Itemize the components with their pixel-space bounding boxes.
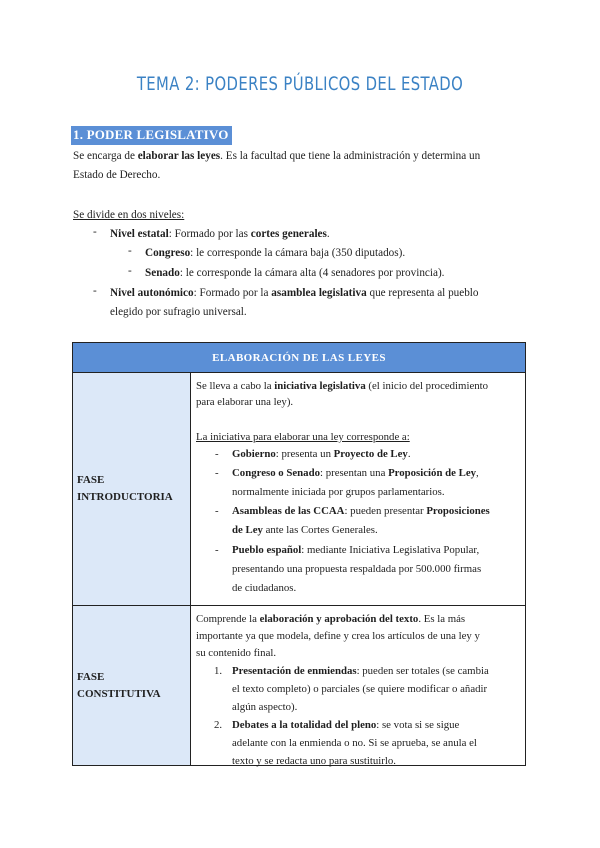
- fase-constitutiva-label: FASE CONSTITUTIVA: [73, 606, 191, 766]
- list-item-senado: Senado: le corresponde la cámara alta (4 senadores por provincia).: [145, 267, 445, 279]
- list-item-enmiendas: Presentación de enmiendas: pueden ser totales (se cambia: [232, 665, 489, 677]
- bullet-dash: -: [128, 265, 132, 277]
- list-item-gobierno: Gobierno: presenta un Proyecto de Ley.: [232, 448, 411, 460]
- text-line: Comprende la elaboración y aprobación del texto. Es la más: [196, 613, 466, 625]
- text-line: de Ley ante las Cortes Generales.: [232, 524, 378, 536]
- text-line: de ciudadanos.: [232, 582, 297, 594]
- text-line: Se lleva a cabo la iniciativa legislativa (el inicio del procedimiento: [196, 380, 489, 392]
- list-item-congreso: Congreso: le corresponde la cámara baja (350 diputados).: [145, 247, 406, 259]
- list-item-autonomico: Nivel autonómico: Formado por la asamblea legislativa que representa al pueblo elegido por sufragio universal.: [110, 287, 479, 318]
- bullet-dash: -: [128, 245, 132, 257]
- fase-introductoria-label: FASE INTRODUCTORIA: [73, 373, 191, 606]
- text-line: texto y se redacta uno para sustituirlo.: [232, 755, 397, 767]
- document-title: TEMA 2: PODERES PÚBLICOS DEL ESTADO: [136, 73, 464, 95]
- list-number: 1.: [214, 665, 223, 677]
- table-header: ELABORACIÓN DE LAS LEYES: [73, 343, 526, 373]
- text-line: para elaborar una ley).: [196, 396, 294, 408]
- fase-constitutiva-content: [191, 606, 526, 766]
- text-line: La iniciativa para elaborar una ley corresponde a:: [196, 431, 410, 443]
- intro-paragraph: Se encarga de elaborar las leyes. Es la facultad que tiene la administración y determina un Estado de Derecho.: [73, 150, 481, 181]
- bullet-dash: -: [93, 226, 97, 238]
- fase-introductoria-content: [191, 373, 526, 606]
- text-line: su contenido final.: [196, 647, 277, 659]
- list-item-congreso-senado: Congreso o Senado: presentan una Proposición de Ley,: [232, 467, 479, 479]
- text-line: normalmente iniciada por grupos parlamentarios.: [232, 486, 445, 498]
- section-heading: 1. PODER LEGISLATIVO: [71, 126, 232, 145]
- bullet-dash: -: [215, 544, 219, 556]
- text-line: importante ya que modela, define y crea los artículos de una ley y: [196, 630, 480, 642]
- list-item-pueblo: Pueblo español: mediante Iniciativa Legislativa Popular,: [232, 544, 480, 556]
- text-line: el texto completo) o parciales (se quiere modificar o añadir: [232, 683, 488, 695]
- list-item-debates: Debates a la totalidad del pleno: se vota si se sigue: [232, 719, 460, 731]
- text-line: adelante con la enmienda o no. Si se aprueba, se anula el: [232, 737, 477, 749]
- text-line: presentando una propuesta respaldada por 500.000 firmas: [232, 563, 482, 575]
- laws-table: [72, 342, 526, 766]
- text-line: algún aspecto).: [232, 701, 298, 713]
- bullet-dash: -: [215, 505, 219, 517]
- list-item-estatal: Nivel estatal: Formado por las cortes generales.: [110, 228, 330, 240]
- bullet-dash: -: [215, 448, 219, 460]
- bullet-dash: -: [215, 467, 219, 479]
- list-item-asambleas: Asambleas de las CCAA: pueden presentar Proposiciones: [232, 505, 490, 517]
- bullet-dash: -: [93, 285, 97, 297]
- list-number: 2.: [214, 719, 223, 731]
- divide-subheading: Se divide en dos niveles:: [73, 209, 185, 221]
